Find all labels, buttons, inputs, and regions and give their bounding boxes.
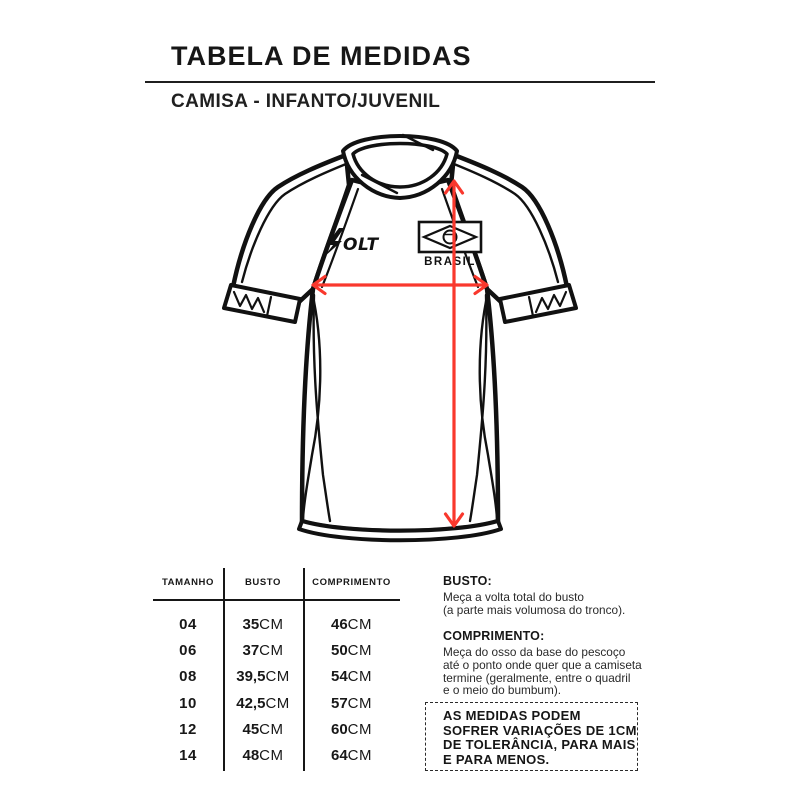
length-note-line: até o ponto onde quer que a camiseta bbox=[443, 657, 642, 672]
bust-cell: 48CM bbox=[242, 747, 284, 765]
length-note-line: termine (geralmente, entre o quadril bbox=[443, 670, 631, 685]
volt-logo-text: OLT bbox=[343, 235, 379, 255]
length-cell: 46CM bbox=[330, 615, 372, 633]
bust-note-line: Meça a volta total do busto bbox=[443, 590, 584, 604]
title-divider bbox=[145, 81, 655, 83]
tolerance-line: E PARA MENOS. bbox=[443, 751, 550, 767]
tolerance-notice-box bbox=[425, 702, 638, 771]
length-note-title: COMPRIMENTO: bbox=[443, 629, 545, 643]
tolerance-line: SOFRER VARIAÇÕES DE 1CM bbox=[443, 722, 637, 738]
table-row bbox=[153, 637, 400, 663]
size-cell: 12 bbox=[179, 720, 197, 738]
size-cell: 04 bbox=[179, 615, 197, 633]
brasil-badge-label: BRASIL bbox=[424, 256, 476, 268]
bust-note-line: (a parte mais volumosa do tronco). bbox=[443, 602, 626, 617]
length-cell: 60CM bbox=[330, 720, 372, 738]
length-note bbox=[443, 629, 673, 697]
bust-cell: 45CM bbox=[242, 720, 284, 738]
bust-cell: 39,5CM bbox=[236, 668, 290, 686]
tolerance-line: DE TOLERÂNCIA, PARA MAIS bbox=[443, 737, 636, 753]
table-body bbox=[153, 611, 400, 769]
table-row bbox=[153, 716, 400, 742]
column-header-busto: BUSTO bbox=[244, 577, 282, 588]
column-header-comprimento: COMPRIMENTO bbox=[312, 577, 391, 588]
length-note-line: Meça do osso da base do pescoço bbox=[443, 645, 626, 659]
tolerance-line: AS MEDIDAS PODEM bbox=[443, 708, 581, 723]
length-cell: 64CM bbox=[330, 747, 372, 765]
table-header-divider bbox=[153, 599, 400, 601]
table-row bbox=[153, 611, 400, 637]
size-table bbox=[153, 560, 400, 774]
size-cell: 14 bbox=[179, 747, 197, 765]
bust-cell: 37CM bbox=[242, 641, 284, 659]
column-header-tamanho: TAMANHO bbox=[161, 577, 215, 588]
bust-cell: 35CM bbox=[242, 615, 284, 633]
length-cell: 57CM bbox=[330, 694, 372, 712]
size-cell: 10 bbox=[179, 694, 197, 712]
size-cell: 08 bbox=[179, 668, 197, 686]
length-cell: 54CM bbox=[330, 668, 372, 686]
page-title: TABELA DE MEDIDAS bbox=[171, 41, 472, 71]
length-note-line: e o meio do bumbum). bbox=[443, 683, 562, 698]
tshirt-illustration bbox=[200, 125, 600, 555]
length-cell: 50CM bbox=[330, 641, 372, 659]
table-row bbox=[153, 664, 400, 690]
table-row bbox=[153, 742, 400, 768]
table-header-row bbox=[153, 577, 400, 588]
brasil-badge bbox=[419, 222, 481, 268]
bust-note-title: BUSTO: bbox=[443, 574, 492, 588]
table-row bbox=[153, 690, 400, 716]
page-subtitle: CAMISA - INFANTO/JUVENIL bbox=[171, 91, 441, 112]
size-cell: 06 bbox=[179, 641, 197, 659]
bust-note bbox=[443, 574, 673, 617]
bust-cell: 42,5CM bbox=[236, 694, 290, 712]
